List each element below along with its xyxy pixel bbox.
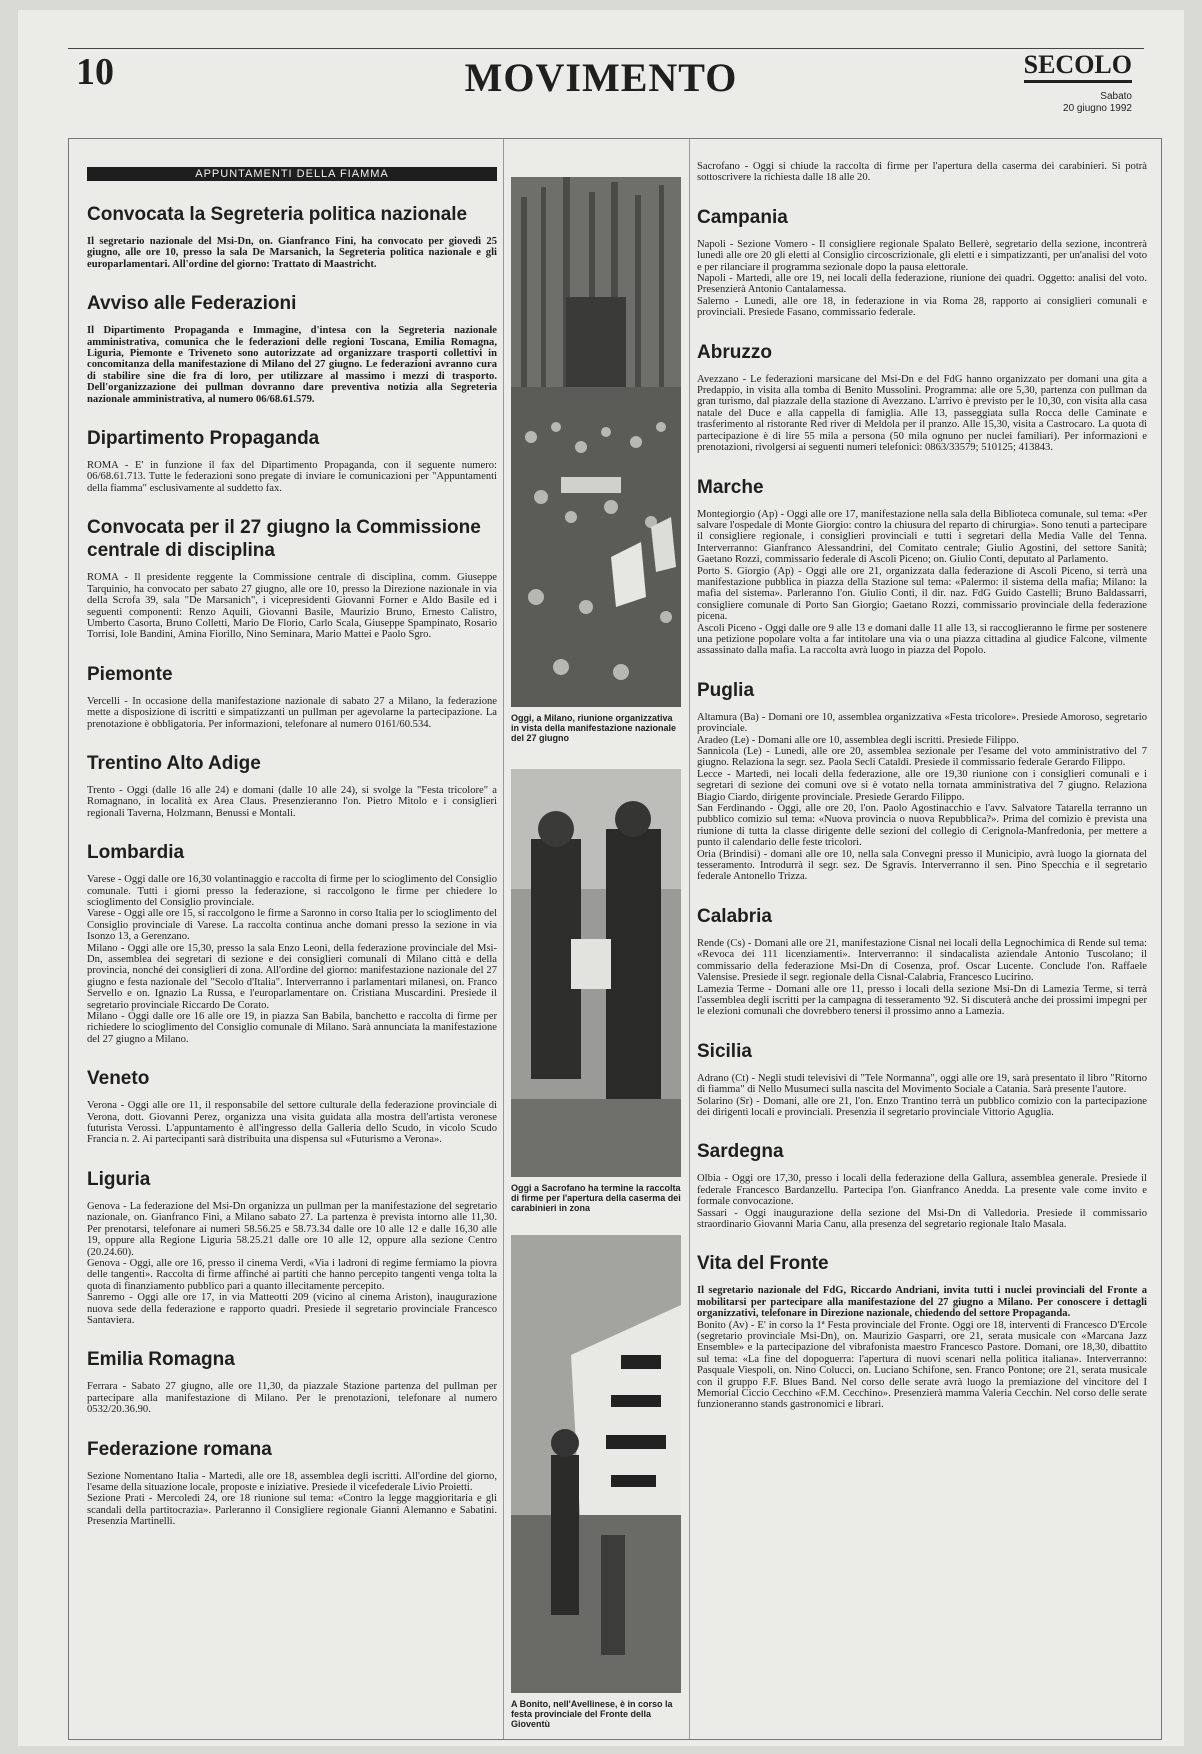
masthead: [1024, 50, 1132, 115]
regional-notice-heading: Calabria: [697, 905, 772, 927]
notice-paragraph: Genova - La federazione del Msi-Dn organizza un pullman per la manifestazione del segretario nazionale, on. Gianfranco Fini, a Milano sabato 27. La partenza è prevista intorno alle 11,30. Per prenotarsi, telefonare ai numeri 58.56.25 e 58.73.34 dalle ore 10 alle 12 e dalle 16,30 alle 19, oppure alla Regione Liguria 58.25.21 dalle ore 10 alle 12, oppure alla sezione Centro (20.24.60).: [87, 1200, 497, 1258]
regional-notice-paragraph: Ascoli Piceno - Oggi dalle ore 9 alle 13 e domani dalle 11 alle 13, si raccoglieranno le firme per sostenere una petizione popolare volta a far intitolare una via o una piazza cittadina al giudice Falcone, vilmente assassinato dalla mafia. La raccolta avrà luogo in piazza del Popolo.: [697, 622, 1147, 657]
regional-notice-paragraph: Il segretario nazionale del FdG, Riccardo Andriani, invita tutti i nuclei provinciali del Fronte a mobilitarsi per partecipare alla manifestazione del 27 giugno a Milano. Per conoscere i dettagli organizzativi, telefonare in Direzione nazionale, chiedendo del settore Propaganda.: [697, 1285, 1147, 1320]
right-column: [697, 139, 1147, 1739]
regional-notice-paragraph: Montegiorgio (Ap) - Oggi alle ore 17, manifestazione nella sala della Biblioteca comunale, sul tema: «Per salvare l'ospedale di Monte Giorgio: contro la chiusura del reparto di chirurgia». Sono tenuti a partecipare il consigliere regionale, i consiglieri provinciali e tutti i segretari della Media Valle del Tenna. Interverranno: Gianfranco Alessandrini, del Comitato centrale; Giulio Agostini, del settore Sanità; Gaetano Rozzi, commissario federale di Ascoli Piceno; on. Giulio Conti, deputato al Parlamento.: [697, 508, 1147, 566]
notice-paragraph: Milano - Oggi alle ore 15,30, presso la sala Enzo Leoni, della federazione provinciale del Msi-Dn, assemblea dei segretari di sezione e dei consiglieri comunali di Milano città e della provincia, nonché dei consiglieri di zona. All'ordine del giorno: manifestazione nazionale del 27 giugno e festa nazionale del "Secolo d'Italia". Interverranno i parlamentari milanesi, on. Franco Servello e on. Ignazio La Russa, e l'europarlamentare on. Cristiana Muscardini. Presiede il segretario provinciale Riccardo De Corato.: [87, 942, 497, 1011]
newspaper-page: [18, 10, 1184, 1746]
notice-paragraph: ROMA - Il presidente reggente la Commissione centrale di disciplina, comm. Giuseppe Tarquinio, ha convocato per sabato 27 giugno, alle ore 10, presso la Direzione nazionale in via della Scrofa 39, sala "De Marsanich", i vicepresidenti Giovanni Forner e Aldo Basile ed i seguenti componenti: Renzo Aquili, Giovanni Basile, Maurizio Bruno, Ernesto Calistro, Umberto Casorta, Bruno Colletti, Mario De Florio, Carlo Scala, Giuseppe Spampinato, Rosario Torrisi, Iole Bandini, Amina Fiorillo, Nino Seminara, Mario Mattei e Paolo Sgro.: [87, 572, 497, 641]
masthead-day: Sabato: [1100, 91, 1132, 102]
regional-notice-paragraph: Olbia - Oggi ore 17,30, presso i locali della federazione della Gallura, assemblea generale. Presiede il federale Francesco Bardanzellu. Partecipa l'on. Gianfranco Anedda. La presente vale come invito e formale convocazione.: [697, 1173, 1147, 1208]
regional-notice-paragraph: Lecce - Martedì, nei locali della federazione, alle ore 19,30 riunione con i consiglieri comunali e i segretari di sezione dei comuni ove si è votato nella tornata amministrativa del 7 giugno. Relaziona Biagio Ciardo, dirigente provinciale. Presiede Gerardo Filippo.: [697, 768, 1147, 803]
regional-notice-paragraph: Sacrofano - Oggi si chiude la raccolta di firme per l'apertura della caserma dei carabinieri. Si potrà sottoscrivere la richiesta dalle 18 alle 20.: [697, 161, 1147, 184]
notice-heading: Convocata per il 27 giugno la Commissione centrale di disciplina: [87, 517, 481, 562]
notice-paragraph: Sanremo - Oggi alle ore 17, in via Matteotti 209 (vicino al cinema Ariston), inaugurazione nuova sede della federazione e rapporto quadri. Presiede il segretario provinciale Francesco Santaviera.: [87, 1292, 497, 1326]
page-number: 10: [76, 51, 114, 93]
section-banner: APPUNTAMENTI DELLA FIAMMA: [87, 167, 497, 181]
regional-notice-heading: Abruzzo: [697, 341, 772, 363]
masthead-date: 20 giugno 1992: [1063, 103, 1132, 114]
photo-caption: Oggi a Sacrofano ha termine la raccolta di firme per l'apertura della caserma dei carabinieri in zona: [511, 1183, 681, 1213]
regional-notice-paragraph: Sassari - Oggi inaugurazione della sezione del Msi-Dn di Valledoria. Presiede il commissario straordinario Giovanni Maria Canu, alla presenza del segretario regionale Italo Masala.: [697, 1207, 1147, 1230]
photo-milano-rally: [511, 177, 681, 707]
regional-notice-heading: Puglia: [697, 679, 755, 701]
regional-notice-paragraph: Napoli - Sezione Vomero - Il consigliere regionale Spalato Bellerè, segretario della sezione, incontrerà lunedì alle ore 20 gli eletti al Consiglio circoscrizionale, gli eletti e i simpatizzanti, per un'analisi del voto e per rilanciare il programma sezionale dopo la pausa elettorale.: [697, 238, 1147, 273]
notice-heading: Liguria: [87, 1168, 151, 1190]
photo-caption: Oggi, a Milano, riunione organizzativa in vista della manifestazione nazionale del 27 giugno: [511, 713, 677, 743]
content-frame: [68, 138, 1162, 1740]
column-rule: [503, 139, 504, 1739]
regional-notice-paragraph: Aradeo (Le) - Domani alle ore 10, assemblea degli iscritti. Presiede Filippo.: [697, 734, 1019, 746]
regional-notice-paragraph: Avezzano - Le federazioni marsicane del Msi-Dn e del FdG hanno organizzato per domani una gita a Predappio, in visita alla tomba di Benito Mussolini. Programma: alle ore 5,30, partenza con pullman da gran turismo, dal piazzale della stazione di Avezzano. L'arrivo è previsto per le 10,30, con visita alla casa natale del Duce e alla cappella di famiglia. Alle 13, passeggiata sulla Rocca delle Caminate e trasferimento al ristorante Red river di Meldola per il pranzo. Alle 15,30, visita a Castrocaro. La quota di partecipazione è di lire 55 mila a persona (50 mila ognuno per nuclei familiari). Per informazioni e prenotazioni, rivolgersi ai seguenti numeri telefonici: 0863/33579; 510125; 413843.: [697, 373, 1147, 454]
notice-paragraph: Sezione Nomentano Italia - Martedì, alle ore 18, assemblea degli iscritti. All'ordine del giorno, l'esame della situazione locale, proposte e iniziative. Presiede il vicefederale Livio Proietti.: [87, 1470, 497, 1493]
regional-notice-paragraph: Altamura (Ba) - Domani ore 10, assemblea organizzativa «Festa tricolore». Presiede Amoroso, segretario provinciale.: [697, 711, 1147, 735]
notice-heading: Emilia Romagna: [87, 1349, 235, 1371]
notice-paragraph: Sezione Prati - Mercoledì 24, ore 18 riunione sul tema: «Contro la legge maggioritaria e gli scandali della partitocrazia». Parleranno il Consigliere regionale Gianni Alemanno e Sabatini. Presenzia Martinelli.: [87, 1493, 497, 1528]
notice-paragraph: ROMA - E' in funzione il fax del Dipartimento Propaganda, con il seguente numero: 06/68.61.713. Tutte le federazioni sono pregate di inviare le comunicazioni per "Appuntamenti della fiamma" esclusivamente al suddetto fax.: [87, 460, 497, 494]
regional-notice-paragraph: Napoli - Martedì, alle ore 19, nei locali della federazione, riunione dei quadri. Oggetto: analisi del voto. Presenzierà Antonio Cantalamessa.: [697, 273, 1147, 296]
page-header: [18, 10, 1184, 130]
photo-caption: A Bonito, nell'Avellinese, è in corso la festa provinciale del Fronte della Gioventù: [511, 1699, 673, 1729]
photo-milano-image: [511, 177, 681, 707]
regional-notice-heading: Sardegna: [697, 1141, 784, 1163]
notice-paragraph: Milano - Oggi dalle ore 16 alle ore 19, in piazza San Babila, banchetto e raccolta di firme per richiedere lo scioglimento del Consiglio comunale di Milano. Sarà annunciata la manifestazione del 27 giugno a Milano.: [87, 1011, 497, 1045]
masthead-logo: SECOLO: [1024, 50, 1132, 83]
notice-paragraph: Varese - Oggi alle ore 15, si raccolgono le firme a Saronno in corso Italia per lo scioglimento del Consiglio provinciale di Varese. La raccolta continua anche domani presso la sezione in via Isonzo 13, a Gerenzano.: [87, 908, 497, 943]
notice-paragraph: Il segretario nazionale del Msi-Dn, on. Gianfranco Fini, ha convocato per giovedì 25 giugno, alle ore 10, presso la sala De Marsanich, la Segreteria politica nazionale e gli europarlamentari. All'ordine del giorno: Trattato di Maastricht.: [87, 236, 497, 270]
notice-paragraph: Varese - Oggi dalle ore 16,30 volantinaggio e raccolta di firme per lo scioglimento del Consiglio comunale. Tutti i giorni presso la federazione, si raccolgono le firme per chiedere lo scioglimento del Consiglio provinciale.: [87, 874, 497, 908]
regional-notice-paragraph: Adrano (Ct) - Negli studi televisivi di "Tele Normanna", oggi alle ore 19, sarà presentato il libro "Ritorno di fiamma" di Nello Musumeci sulla nascita del Movimento Sociale a Catania. Sarà presente l'autore.: [697, 1072, 1147, 1096]
regional-notice-heading: Vita del Fronte: [697, 1253, 829, 1275]
regional-notice-paragraph: San Ferdinando - Oggi, alle ore 20, l'on. Paolo Agostinacchio e l'avv. Salvatore Tatarella terranno un pubblico comizio sul tema: «Nuova provincia o nuova Repubblica?». Prima del comizio è prevista una riunione di tutta la classe dirigente delle sezioni del collegio di Cerignola-Manfredonia, per mettere a punto il calendario delle feste tricolori.: [697, 803, 1147, 849]
notice-paragraph: Verona - Oggi alle ore 11, il responsabile del settore culturale della federazione provinciale di Verona, dott. Giovanni Perez, organizza una visita guidata alla mostra dell'artista veronese futurista Verossi. L'appuntamento è all'ingresso della Galleria dello Scudo, in vicolo Scudo Francia n. 2. Ai partecipanti sarà distribuita una dispensa sul «Futurismo a Verona».: [87, 1100, 497, 1146]
notice-heading: Lombardia: [87, 842, 185, 864]
section-title: MOVIMENTO: [464, 55, 738, 100]
notice-paragraph: Ferrara - Sabato 27 giugno, alle ore 11,30, da piazzale Stazione partenza del pullman per partecipare alla manifestazione di Milano. Per le prenotazioni, telefonare al numero 0532/20.36.90.: [87, 1381, 497, 1416]
notice-heading: Veneto: [87, 1068, 150, 1090]
notice-paragraph: Genova - Oggi, alle ore 16, presso il cinema Verdi, «Via i ladroni di regime fermiamo la piovra delle tangenti». Raccolta di firme affinché ai partiti che hanno percepito tangenti venga tolta la quota di finanziamento pubblico pari a quanto illecitamente percepito.: [87, 1257, 497, 1292]
column-rule: [689, 139, 690, 1739]
regional-notice-paragraph: Oria (Brindisi) - domani alle ore 10, nella sala Convegni presso il Municipio, avrà luogo la giornata del tesseramento. Introdurrà il segr. sez. De Sgravis. Interverranno il sen. Pino Specchia e il segretario federale Antonello Trizza.: [697, 848, 1147, 883]
left-column: [87, 139, 497, 1739]
regional-notice-heading: Sicilia: [697, 1040, 752, 1062]
notice-heading: Convocata la Segreteria politica nazionale: [87, 204, 468, 225]
regional-notice-paragraph: Sannicola (Le) - Lunedì, alle ore 20, assemblea sezionale per l'esame del voto amministrativo del 7 giugno. Relaziona la segr. sez. Paola Secli Cataldi. Presiede il commissario federale Gerardo Filippo.: [697, 746, 1147, 769]
photo-sacrofano-image: [511, 769, 681, 1177]
notice-paragraph: Trento - Oggi (dalle 16 alle 24) e domani (dalle 10 alle 24), si svolge la "Festa tricolore" a Romagnano, in località ex Area Claus. Presenzieranno l'on. Pietro Mitolo e i consiglieri regionali Taverna, Holzmann, Benussi e Montali.: [87, 784, 497, 819]
photo-sacrofano-carabinieri: [511, 769, 681, 1177]
notice-heading: Piemonte: [87, 663, 173, 685]
photo-column: [511, 139, 681, 1739]
notice-paragraph: Vercelli - In occasione della manifestazione nazionale di sabato 27 a Milano, la federazione mette a disposizione di iscritti e simpatizzanti un pullman per agevolarne la partecipazione. La prenotazione è obbligatoria. Per informazioni, telefonare al numero 0161/60.534.: [87, 695, 497, 730]
regional-notice-paragraph: Porto S. Giorgio (Ap) - Oggi alle ore 21, organizzata dalla federazione di Ascoli Piceno, si terrà una manifestazione pubblica in piazza della Stazione sul tema: «Palermo: il sistema della mafia; Milano: la mafia del sistema». Parleranno l'on. Giulio Conti, il dir. naz. FdG Guido Castelli; Bruno Baldassarri, consigliere comunale di Porto San Giorgio; Gaetano Rozzi, commissario provinciale della federazione picena.: [697, 565, 1147, 623]
regional-notice-paragraph: Rende (Cs) - Domani alle ore 21, manifestazione Cisnal nei locali della Legnochimica di Rende sul tema: «Revoca dei 111 licenziamenti». Interverranno: il sindacalista aziendale Antonio Tuscolano; il commissario della federazione Msi-Dn di Cosenza, prof. Oscar Lucente. Conclude l'on. Raffaele Valensise. Presiede il segr. regionale della Cisnal-Calabria, Francesco Lucirino.: [697, 937, 1147, 984]
notice-heading: Avviso alle Federazioni: [87, 293, 297, 315]
photo-bonito-festa: [511, 1235, 681, 1693]
notice-heading: Trentino Alto Adige: [87, 752, 261, 774]
regional-notice-heading: Campania: [697, 206, 788, 228]
notice-paragraph: Il Dipartimento Propaganda e Immagine, d'intesa con la Segreteria nazionale amministrativa, comunica che le federazioni delle regioni Toscana, Emilia Romagna, Liguria, Piemonte e Triveneto sono autorizzate ad organizzare trasporti collettivi in concomitanza della manifestazione di Milano del 27 giugno. Le federazioni avranno cura di stabilire sine die fra di loro, per utilizzare al massimo i mezzi di trasporto. Dell'organizzazione dei pullman dovranno dare preventiva notizia alla Segreteria nazionale amministrativa, al numero 06/68.61.579.: [87, 325, 497, 405]
notice-heading: Federazione romana: [87, 1438, 272, 1460]
regional-notice-paragraph: Lamezia Terme - Domani alle ore 11, presso i locali della sezione Msi-Dn di Lamezia Terme, si terrà l'assemblea degli iscritti per la campagna di tesseramento '92. Si discuterà anche dei prossimi impegni per le elezioni comunali che dovrebbero tenersi il prossimo anno a Lamezia.: [697, 983, 1147, 1018]
regional-notice-paragraph: Bonito (Av) - E' in corso la 1ª Festa provinciale del Fronte. Oggi ore 18, interventi di Francesco D'Ercole (segretario provinciale Msi-Dn), on. Maurizio Gasparri, ore 21, serata musicale con «Marcana Jazz Ensemble» e la partecipazione del vibrafonista maestro Francesco Pastore. Domani, ore 18,30, dibattito sul tema: «La fine del dopoguerra: l'apertura di nuovi scenari nella politica italiana». Interverranno: Pasquale Viespoli, on. Nino Colucci, on. Luciano Schifone, sen. Franco Pontone; ore 21, serata musicale con il gruppo F.F. Blues Band. Nel corso delle serate avrà luogo la premiazione del vincitore del I Memorial Ciccio Cecchino «F.M. Cecchino». Presenzierà mamma Valeria Cecchin. Nel corso delle serate funzioneranno stands gastronomici e librari.: [697, 1319, 1147, 1411]
regional-notice-heading: Marche: [697, 476, 764, 498]
photo-bonito-image: [511, 1235, 681, 1693]
notice-heading: Dipartimento Propaganda: [87, 428, 320, 450]
regional-notice-paragraph: Solarino (Sr) - Domani, alle ore 21, l'on. Enzo Trantino terrà un pubblico comizio con la partecipazione dei dirigenti locali e provinciali. Presenzia il segretario provinciale Vittorio Aguglia.: [697, 1095, 1147, 1118]
regional-notice-paragraph: Salerno - Lunedì, alle ore 18, in federazione in via Roma 28, rapporto ai consiglieri comunali e provinciali. Presiede Fasano, commissario federale.: [697, 295, 1147, 319]
